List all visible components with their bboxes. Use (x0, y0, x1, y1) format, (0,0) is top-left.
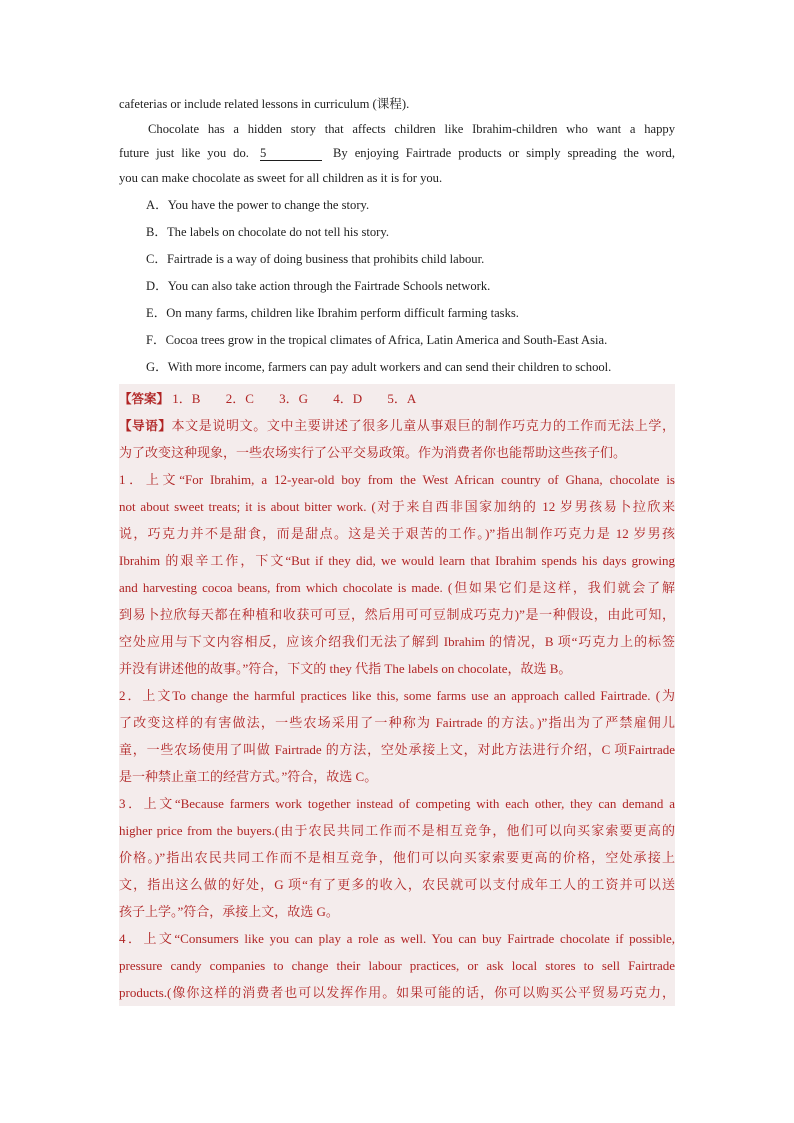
answer-label: 【答案】 (119, 390, 170, 406)
answer-item: 3．G (279, 390, 308, 406)
passage-text: By enjoying Fairtrade products or simply spreading the word, (332, 146, 675, 160)
option-e: E．On many farms, children like Ibrahim perform difficult farming tasks. (146, 305, 519, 320)
option-b: B．The labels on chocolate do not tell his story. (146, 224, 389, 239)
explanation-line: pressure candy companies to change their labour practices, or ask local stores to sell Fairtrade (119, 957, 675, 973)
option-a: A．You have the power to change the story. (146, 197, 370, 212)
explanation-line: 到易卜拉欣每天都在种植和收获可可豆，然后用可可豆制成巧克力)”是一种假设，由此可知， (119, 606, 675, 622)
passage-line: Chocolate has a hidden story that affects children like Ibrahim-children who want a happy (148, 121, 675, 136)
explanation-line: 4．上文“Consumers like you can play a role as well. You can buy Fairtrade chocolate if possible, (119, 930, 675, 946)
explanation-line: 了改变这样的有害做法，一些农场采用了一种称为 Fairtrade 的方法。)”指出为了严禁雇佣儿 (119, 714, 675, 730)
document-content (119, 92, 675, 1006)
explanation-line: higher price from the buyers.(由于农民共同工作而不是相互竞争，他们可以向买家索要更高的 (119, 822, 675, 838)
explanation-line: 童，一些农场使用了叫做 Fairtrade 的方法，空处承接上文，对此方法进行介绍，C 项Fairtrade (119, 741, 675, 757)
guide-line: 为了改变这种现象，一些农场实行了公平交易政策。作为消费者你也能帮助这些孩子们。 (119, 444, 627, 460)
answer-item: 4．D (333, 390, 363, 406)
answer-explanation-box (119, 384, 675, 1006)
explanation-line: 3．上文“Because farmers work together instead of competing with each other, they can demand a (119, 795, 675, 811)
answer-item: 5．A (387, 390, 417, 406)
explanation-line: and harvesting cocoa beans, from which chocolate is made. (但如果它们是这样，我们就会了解 (119, 579, 675, 595)
option-g: G．With more income, farmers can pay adult workers and can send their children to school. (146, 360, 612, 375)
passage-line (119, 141, 675, 166)
explanation-line: 文，指出这么做的好处，G 项“有了更多的收入，农民就可以支付成年工人的工资并可以送 (119, 876, 675, 892)
explanation-line: 1．上文“For Ibrahim, a 12-year-old boy from the West African country of Ghana, chocolate is (119, 471, 675, 487)
explanation-line: 孩子上学。”符合，承接上文，故选 G。 (119, 903, 339, 919)
explanation-line: 说，巧克力并不是甜食，而是甜点。这是关于艰苦的工作。)”指出制作巧克力是 12 岁男孩 (119, 525, 675, 541)
options-list (119, 193, 675, 380)
option-d: D．You can also take action through the Fairtrade Schools network. (146, 278, 491, 293)
explanation-line: not about sweet treats; it is about bitter work. (对于来自西非国家加纳的 12 岁男孩易卜拉欣来 (119, 498, 675, 514)
guide-label: 【导语】 (119, 417, 172, 433)
option-f: F．Cocoa trees grow in the tropical climates of Africa, Latin America and South-East Asia. (146, 333, 608, 348)
explanation-line: Ibrahim 的艰辛工作，下文“But if they did, we would learn that Ibrahim spends his days growing (119, 552, 675, 568)
explanation-line: 2．上文To change the harmful practices like this, some farms use an approach called Fairtrade. (为 (119, 687, 675, 703)
answer-item: 2．C (225, 390, 254, 406)
explanation-line: 是一种禁止童工的经营方式。”符合，故选 C。 (119, 768, 378, 784)
guide-line (119, 412, 675, 439)
answer-item: 1．B (172, 390, 201, 406)
option-c: C．Fairtrade is a way of doing business that prohibits child labour. (146, 251, 485, 266)
explanation-line: 价格。)”指出农民共同工作而不是相互竞争，他们可以向买家索要更高的价格，空处承接上 (119, 849, 675, 865)
explanation-line: 并没有讲述他的故事。”符合，下文的 they 代指 The labels on chocolate，故选 B。 (119, 660, 572, 676)
guide-text: 本文是说明文。文中主要讲述了很多儿童从事艰巨的制作巧克力的工作而无法上学， (171, 417, 675, 433)
explanation-line: 空处应用与下文内容相反，应该介绍我们无法了解到 Ibrahim 的情况，B 项“巧克力上的标签 (119, 633, 675, 649)
answer-line (119, 385, 675, 412)
answer-blank: 5 (260, 146, 322, 161)
passage-line: you can make chocolate as sweet for all children as it is for you. (119, 170, 443, 185)
passage-line: cafeterias or include related lessons in curriculum (课程). (119, 97, 410, 111)
explanation-line: products.(像你这样的消费者也可以发挥作用。如果可能的话，你可以购买公平贸易巧克力， (119, 984, 675, 1000)
passage-text: future just like you do. (119, 146, 249, 160)
